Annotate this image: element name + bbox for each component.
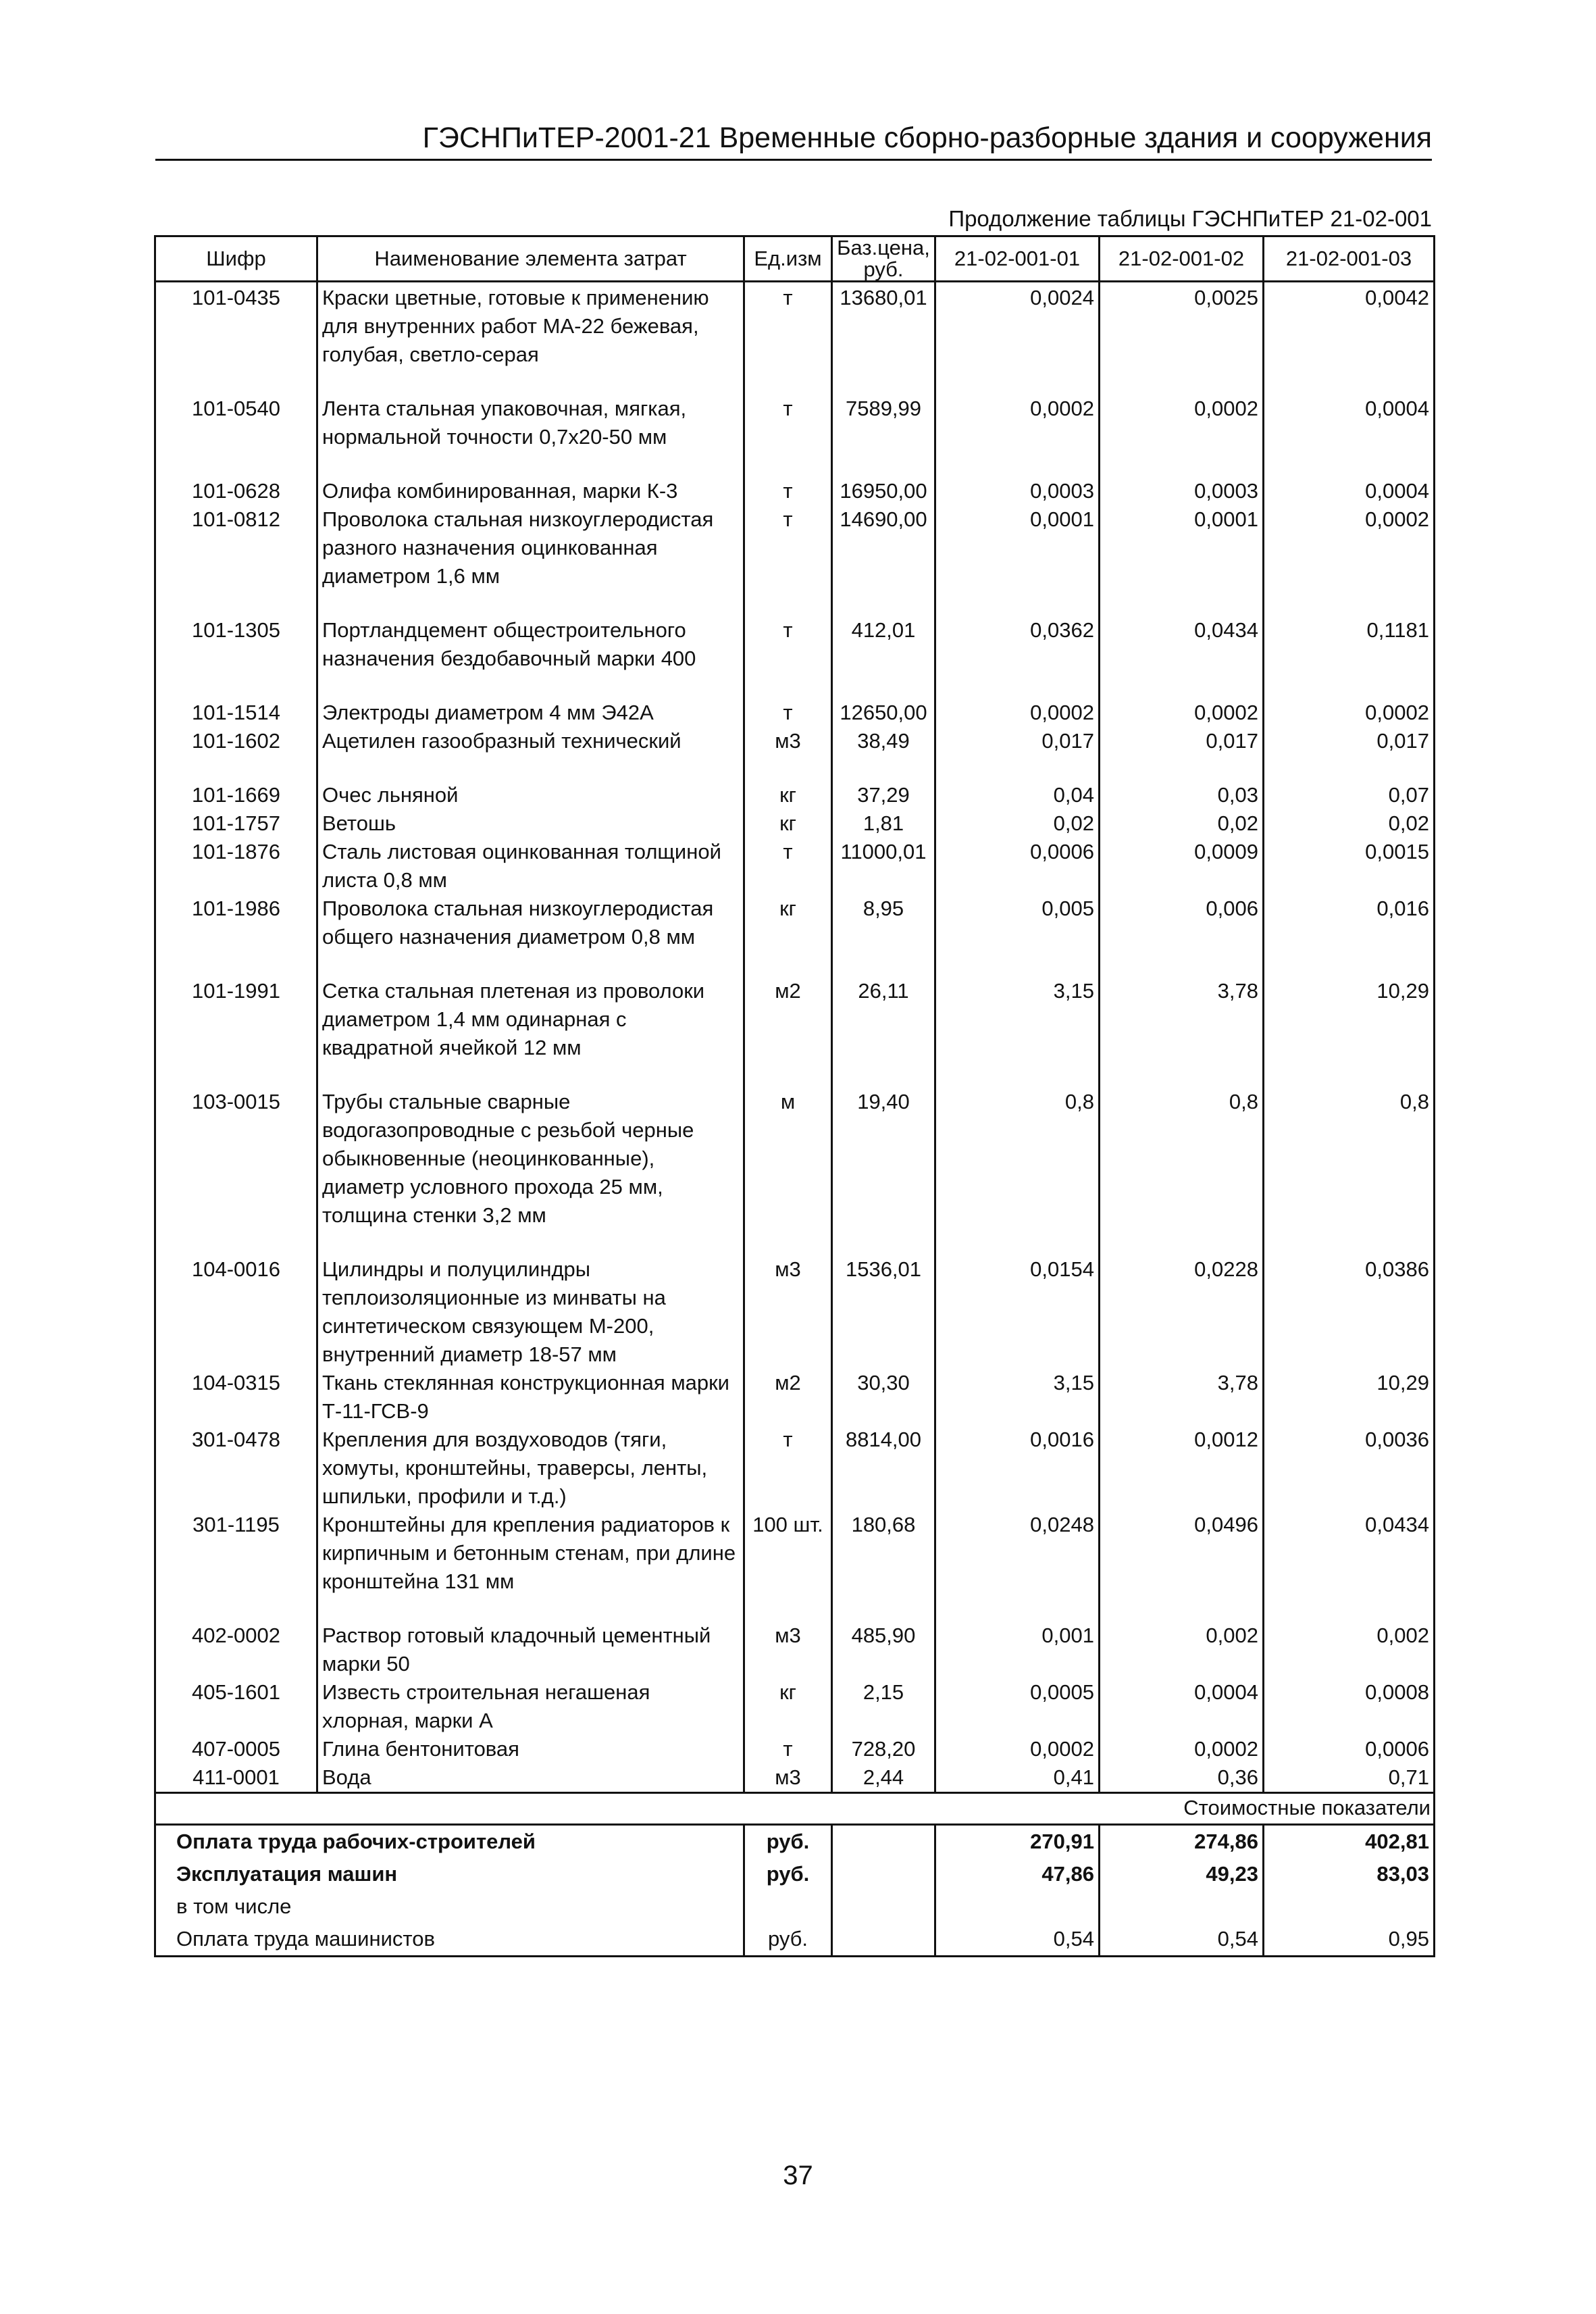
row-spacer [155,451,1435,477]
table-row [155,1369,1435,1426]
cost-row [155,1923,1435,1957]
item-name: Ацетилен газообразный технический [317,727,744,755]
item-name: Ткань стеклянная конструкционная марки Т-11-ГСВ-9 [317,1369,744,1426]
table-row [155,699,1435,727]
item-price: 2,44 [832,1763,935,1793]
item-unit: т [744,282,832,370]
table-row [155,1678,1435,1735]
spacer-cell [1100,369,1264,395]
spacer-cell [317,451,744,477]
item-norm-02: 0,0434 [1100,616,1264,673]
table-row [155,395,1435,451]
item-price: 728,20 [832,1735,935,1763]
row-spacer [155,1062,1435,1088]
cost-label: Эксплуатация машин [155,1858,744,1890]
item-norm-01: 0,0362 [935,616,1100,673]
item-name: Сетка стальная плетеная из проволоки диаметром 1,4 мм одинарная с квадратной ячейкой 12 мм [317,977,744,1062]
spacer-cell [1100,1230,1264,1255]
row-spacer [155,673,1435,699]
spacer-cell [935,369,1100,395]
item-price: 14690,00 [832,505,935,590]
spacer-cell [1100,951,1264,977]
spacer-cell [1100,1596,1264,1621]
spacer-cell [744,1596,832,1621]
item-norm-02: 3,78 [1100,1369,1264,1426]
item-code: 101-1757 [155,809,317,838]
cost-row [155,1890,1435,1923]
page-number: 37 [783,2161,813,2190]
item-price: 1536,01 [832,1255,935,1369]
item-unit: м2 [744,977,832,1062]
item-norm-01: 0,0024 [935,282,1100,370]
table-row [155,781,1435,809]
item-norm-02: 0,0003 [1100,477,1264,505]
spacer-cell [744,1062,832,1088]
item-price: 37,29 [832,781,935,809]
item-norm-01: 0,0003 [935,477,1100,505]
table-header-row [155,236,1435,282]
item-code: 104-0315 [155,1369,317,1426]
table-row [155,1511,1435,1596]
item-name: Кронштейны для крепления радиаторов к кирпичным и бетонным стенам, при длине кронштейна 131 мм [317,1511,744,1596]
table-row [155,727,1435,755]
item-code: 103-0015 [155,1088,317,1230]
spacer-cell [744,369,832,395]
item-norm-02: 0,017 [1100,727,1264,755]
item-norm-01: 0,005 [935,895,1100,951]
item-norm-01: 3,15 [935,1369,1100,1426]
spacer-cell [1264,451,1435,477]
spacer-cell [317,590,744,616]
item-norm-03: 0,0015 [1264,838,1435,895]
item-code: 101-0812 [155,505,317,590]
item-name: Глина бентонитовая [317,1735,744,1763]
cost-norm-03 [1264,1890,1435,1923]
item-price: 7589,99 [832,395,935,451]
item-norm-03: 0,0004 [1264,477,1435,505]
section-row [155,1793,1435,1825]
table-row [155,1088,1435,1230]
row-spacer [155,1596,1435,1621]
item-norm-01: 0,02 [935,809,1100,838]
table-row [155,477,1435,505]
item-code: 101-0540 [155,395,317,451]
item-norm-03: 0,0002 [1264,505,1435,590]
cost-unit: руб. [744,1825,832,1859]
spacer-cell [832,369,935,395]
item-norm-02: 0,8 [1100,1088,1264,1230]
cost-row [155,1858,1435,1890]
column-header-code: Шифр [155,236,317,282]
item-norm-02: 0,02 [1100,809,1264,838]
item-norm-03: 0,0002 [1264,699,1435,727]
item-code: 301-1195 [155,1511,317,1596]
item-code: 101-1514 [155,699,317,727]
item-price: 19,40 [832,1088,935,1230]
spacer-cell [744,590,832,616]
item-norm-03: 10,29 [1264,1369,1435,1426]
item-norm-03: 10,29 [1264,977,1435,1062]
item-unit: м3 [744,1621,832,1678]
item-name: Ветошь [317,809,744,838]
column-header-norm-02: 21-02-001-02 [1100,236,1264,282]
item-norm-03: 0,0386 [1264,1255,1435,1369]
table-row [155,1735,1435,1763]
item-name: Электроды диаметром 4 мм Э42А [317,699,744,727]
cost-unit: руб. [744,1923,832,1957]
item-norm-01: 0,0002 [935,1735,1100,1763]
item-norm-02: 0,002 [1100,1621,1264,1678]
item-code: 104-0016 [155,1255,317,1369]
item-norm-01: 0,017 [935,727,1100,755]
spacer-cell [1264,369,1435,395]
spacer-cell [317,1596,744,1621]
item-norm-01: 3,15 [935,977,1100,1062]
section-label: Стоимостные показатели [155,1793,1435,1825]
item-norm-03: 0,0434 [1264,1511,1435,1596]
item-norm-03: 0,017 [1264,727,1435,755]
item-norm-01: 0,001 [935,1621,1100,1678]
item-norm-02: 0,03 [1100,781,1264,809]
item-name: Цилиндры и полуцилиндры теплоизоляционные из минваты на синтетическом связующем М-200, внутренний диаметр 18-57 мм [317,1255,744,1369]
cost-norm-01 [935,1890,1100,1923]
item-code: 101-1991 [155,977,317,1062]
spacer-cell [935,451,1100,477]
spacer-cell [1264,1062,1435,1088]
column-header-name: Наименование элемента затрат [317,236,744,282]
spacer-cell [832,1596,935,1621]
item-price: 8,95 [832,895,935,951]
table-row [155,1763,1435,1793]
item-norm-01: 0,0248 [935,1511,1100,1596]
item-unit: т [744,505,832,590]
item-norm-02: 0,0009 [1100,838,1264,895]
column-header-price: Баз.цена, руб. [832,236,935,282]
item-price: 485,90 [832,1621,935,1678]
cost-indicators [155,1793,1435,1957]
spacer-cell [935,673,1100,699]
item-norm-01: 0,0005 [935,1678,1100,1735]
item-code: 101-0628 [155,477,317,505]
item-unit: м [744,1088,832,1230]
spacer-cell [155,951,317,977]
item-code: 101-0435 [155,282,317,370]
table-row [155,616,1435,673]
cost-norm-03: 402,81 [1264,1825,1435,1859]
spacer-cell [155,369,317,395]
item-norm-03: 0,07 [1264,781,1435,809]
row-spacer [155,951,1435,977]
cost-norm-03: 0,95 [1264,1923,1435,1957]
cost-norm-01: 270,91 [935,1825,1100,1859]
item-price: 26,11 [832,977,935,1062]
item-name: Известь строительная негашеная хлорная, марки А [317,1678,744,1735]
item-norm-03: 0,016 [1264,895,1435,951]
item-unit: т [744,1426,832,1511]
item-price: 8814,00 [832,1426,935,1511]
item-unit: кг [744,1678,832,1735]
spacer-cell [1100,590,1264,616]
spacer-cell [1100,755,1264,781]
table-row [155,838,1435,895]
spacer-cell [317,673,744,699]
item-name: Краски цветные, готовые к применению для внутренних работ МА-22 бежевая, голубая, светло-серая [317,282,744,370]
cost-unit [744,1890,832,1923]
item-unit: т [744,699,832,727]
item-norm-02: 0,006 [1100,895,1264,951]
spacer-cell [935,951,1100,977]
item-name: Сталь листовая оцинкованная толщиной листа 0,8 мм [317,838,744,895]
item-price: 16950,00 [832,477,935,505]
item-norm-03: 0,002 [1264,1621,1435,1678]
item-name: Раствор готовый кладочный цементный марки 50 [317,1621,744,1678]
item-name: Портландцемент общестроительного назначения бездобавочный марки 400 [317,616,744,673]
table-row [155,809,1435,838]
item-name: Вода [317,1763,744,1793]
item-norm-01: 0,04 [935,781,1100,809]
spacer-cell [155,451,317,477]
item-norm-01: 0,8 [935,1088,1100,1230]
spacer-cell [935,1062,1100,1088]
item-norm-02: 0,0012 [1100,1426,1264,1511]
item-norm-01: 0,0016 [935,1426,1100,1511]
spacer-cell [1264,673,1435,699]
document-title: ГЭСНПиТЕР-2001-21 Временные сборно-разборные здания и сооружения [422,122,1432,154]
row-spacer [155,590,1435,616]
item-name: Олифа комбинированная, марки К-3 [317,477,744,505]
item-norm-01: 0,41 [935,1763,1100,1793]
item-norm-02: 0,0002 [1100,699,1264,727]
cost-price-empty [832,1923,935,1957]
item-norm-03: 0,0006 [1264,1735,1435,1763]
cost-label: Оплата труда рабочих-строителей [155,1825,744,1859]
item-norm-02: 0,0002 [1100,395,1264,451]
row-spacer [155,1230,1435,1255]
cost-price-empty [832,1825,935,1859]
spacer-cell [832,951,935,977]
item-code: 407-0005 [155,1735,317,1763]
spacer-cell [317,1230,744,1255]
item-norm-01: 0,0001 [935,505,1100,590]
item-unit: м3 [744,1763,832,1793]
spacer-cell [935,1596,1100,1621]
spacer-cell [1264,755,1435,781]
item-norm-03: 0,0008 [1264,1678,1435,1735]
table-row [155,1621,1435,1678]
item-norm-02: 0,0228 [1100,1255,1264,1369]
spacer-cell [1100,451,1264,477]
item-price: 1,81 [832,809,935,838]
cost-label: Оплата труда машинистов [155,1923,744,1957]
table-row [155,1255,1435,1369]
item-price: 412,01 [832,616,935,673]
item-unit: м3 [744,727,832,755]
spacer-cell [935,755,1100,781]
spacer-cell [1100,673,1264,699]
spacer-cell [1264,590,1435,616]
item-code: 101-1876 [155,838,317,895]
column-header-unit: Ед.изм [744,236,832,282]
item-norm-03: 0,0036 [1264,1426,1435,1511]
item-norm-01: 0,0002 [935,699,1100,727]
item-name: Крепления для воздуховодов (тяги, хомуты, кронштейны, траверсы, ленты, шпильки, профили и т.д.) [317,1426,744,1511]
column-header-norm-03: 21-02-001-03 [1264,236,1435,282]
item-price: 2,15 [832,1678,935,1735]
item-unit: т [744,616,832,673]
cost-norm-02 [1100,1890,1264,1923]
spacer-cell [744,951,832,977]
table-row [155,282,1435,370]
item-code: 101-1602 [155,727,317,755]
item-unit: кг [744,809,832,838]
item-unit: т [744,1735,832,1763]
spacer-cell [317,951,744,977]
item-name: Проволока стальная низкоуглеродистая общего назначения диаметром 0,8 мм [317,895,744,951]
spacer-cell [155,1062,317,1088]
item-norm-03: 0,02 [1264,809,1435,838]
item-norm-03: 0,0004 [1264,395,1435,451]
spacer-cell [744,673,832,699]
cost-norm-02: 274,86 [1100,1825,1264,1859]
spacer-cell [1264,1596,1435,1621]
item-unit: кг [744,895,832,951]
spacer-cell [744,1230,832,1255]
column-header-norm-01: 21-02-001-01 [935,236,1100,282]
spacer-cell [935,590,1100,616]
item-price: 38,49 [832,727,935,755]
cost-norm-02: 0,54 [1100,1923,1264,1957]
item-norm-01: 0,0002 [935,395,1100,451]
item-code: 301-0478 [155,1426,317,1511]
cost-row [155,1825,1435,1859]
item-name: Лента стальная упаковочная, мягкая, нормальной точности 0,7х20-50 мм [317,395,744,451]
spacer-cell [832,590,935,616]
item-unit: т [744,395,832,451]
cost-label: в том числе [155,1890,744,1923]
table-row [155,895,1435,951]
item-code: 101-1305 [155,616,317,673]
item-norm-02: 0,0004 [1100,1678,1264,1735]
spacer-cell [744,755,832,781]
cost-norm-01: 0,54 [935,1923,1100,1957]
item-unit: 100 шт. [744,1511,832,1596]
item-price: 180,68 [832,1511,935,1596]
spacer-cell [155,590,317,616]
item-unit: м2 [744,1369,832,1426]
item-norm-02: 0,0025 [1100,282,1264,370]
item-name: Очес льняной [317,781,744,809]
spacer-cell [317,369,744,395]
item-code: 101-1669 [155,781,317,809]
table-continuation-caption: Продолжение таблицы ГЭСНПиТЕР 21-02-001 [948,206,1432,231]
item-name: Проволока стальная низкоуглеродистая разного назначения оцинкованная диаметром 1,6 мм [317,505,744,590]
cost-norm-02: 49,23 [1100,1858,1264,1890]
spacer-cell [155,673,317,699]
spacer-cell [1264,951,1435,977]
item-norm-01: 0,0154 [935,1255,1100,1369]
spacer-cell [832,451,935,477]
item-norm-03: 0,1181 [1264,616,1435,673]
spacer-cell [1100,1062,1264,1088]
item-norm-02: 0,0496 [1100,1511,1264,1596]
table-row [155,977,1435,1062]
cost-norm-01: 47,86 [935,1858,1100,1890]
page-header [155,111,1432,161]
item-unit: т [744,477,832,505]
cost-price-empty [832,1858,935,1890]
item-price: 11000,01 [832,838,935,895]
spacer-cell [935,1230,1100,1255]
item-code: 405-1601 [155,1678,317,1735]
spacer-cell [155,1596,317,1621]
table-row [155,505,1435,590]
spacer-cell [155,1230,317,1255]
spacer-cell [1264,1230,1435,1255]
spacer-cell [744,451,832,477]
spacer-cell [317,1062,744,1088]
resource-table [154,235,1435,1957]
item-code: 101-1986 [155,895,317,951]
cost-price-empty [832,1890,935,1923]
item-unit: м3 [744,1255,832,1369]
item-unit: т [744,838,832,895]
spacer-cell [832,1062,935,1088]
item-price: 12650,00 [832,699,935,727]
row-spacer [155,369,1435,395]
item-norm-02: 0,0001 [1100,505,1264,590]
cost-norm-03: 83,03 [1264,1858,1435,1890]
cost-unit: руб. [744,1858,832,1890]
item-norm-03: 0,8 [1264,1088,1435,1230]
item-norm-02: 3,78 [1100,977,1264,1062]
item-unit: кг [744,781,832,809]
table-body [155,282,1435,1793]
item-norm-03: 0,71 [1264,1763,1435,1793]
item-price: 30,30 [832,1369,935,1426]
row-spacer [155,755,1435,781]
table-row [155,1426,1435,1511]
item-norm-03: 0,0042 [1264,282,1435,370]
item-code: 402-0002 [155,1621,317,1678]
spacer-cell [832,755,935,781]
item-norm-01: 0,0006 [935,838,1100,895]
item-norm-02: 0,0002 [1100,1735,1264,1763]
item-norm-02: 0,36 [1100,1763,1264,1793]
item-name: Трубы стальные сварные водогазопроводные с резьбой черные обыкновенные (неоцинкованные), диаметр условного прохода 25 мм, толщина стенки 3,2 мм [317,1088,744,1230]
spacer-cell [155,755,317,781]
spacer-cell [317,755,744,781]
item-code: 411-0001 [155,1763,317,1793]
spacer-cell [832,673,935,699]
item-price: 13680,01 [832,282,935,370]
spacer-cell [832,1230,935,1255]
